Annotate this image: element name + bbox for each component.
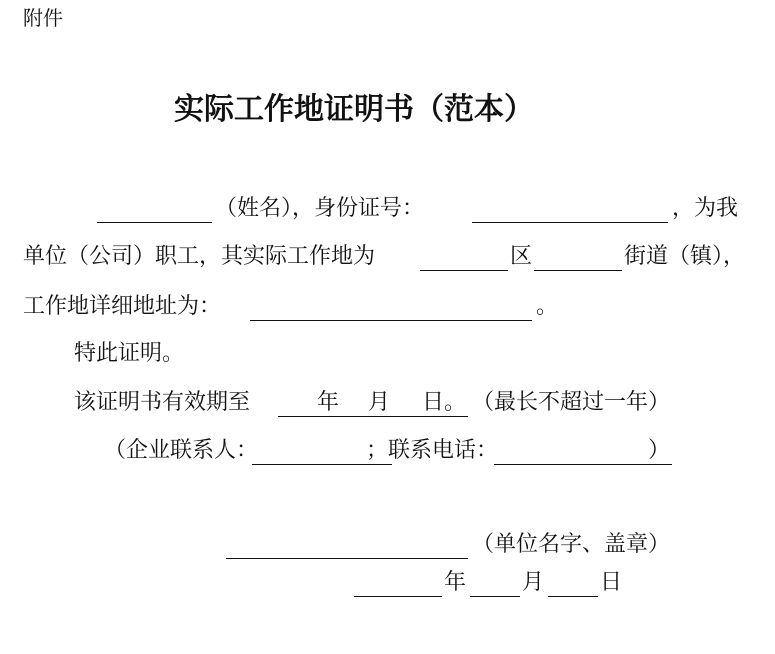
sign-month-label: 月	[522, 570, 545, 595]
district-label: 区	[510, 244, 533, 269]
validity-note: （最长不超过一年）	[472, 390, 671, 415]
address-blank[interactable]	[250, 320, 532, 321]
contact-person-label: （企业联系人：	[104, 438, 259, 463]
id-number-blank[interactable]	[472, 222, 668, 223]
contact-phone-label: ；联系电话：	[366, 438, 499, 463]
unit-stamp-label: （单位名字、盖章）	[472, 532, 671, 557]
period: 。	[536, 294, 559, 319]
validity-year: 年	[317, 390, 340, 415]
certify-text: 特此证明。	[74, 341, 185, 366]
sign-month-blank[interactable]	[470, 596, 520, 597]
name-label: （姓名），身份证号：	[215, 196, 425, 221]
sign-year-blank[interactable]	[354, 596, 442, 597]
contact-person-blank[interactable]	[252, 464, 392, 465]
validity-prefix: 该证明书有效期至	[74, 390, 251, 415]
employer-suffix: ，为我	[672, 196, 739, 221]
contact-close: ）	[648, 438, 671, 463]
sign-day-blank[interactable]	[548, 596, 598, 597]
document-title: 实际工作地证明书（范本）	[174, 92, 534, 127]
unit-name-blank[interactable]	[226, 558, 468, 559]
address-label: 工作地详细地址为：	[23, 294, 222, 319]
district-blank[interactable]	[420, 270, 508, 271]
name-blank[interactable]	[97, 222, 212, 223]
contact-phone-blank[interactable]	[494, 464, 672, 465]
unit-staff-text: 单位（公司）职工，其实际工作地为	[23, 244, 376, 269]
validity-month: 月	[368, 390, 391, 415]
street-label: 街道（镇），	[624, 244, 746, 269]
sign-year-label: 年	[444, 570, 467, 595]
attachment-label: 附件	[23, 6, 63, 30]
sign-day-label: 日	[600, 570, 623, 595]
validity-day: 日。	[422, 390, 467, 415]
validity-date-blank[interactable]	[278, 416, 468, 417]
street-blank[interactable]	[534, 270, 622, 271]
